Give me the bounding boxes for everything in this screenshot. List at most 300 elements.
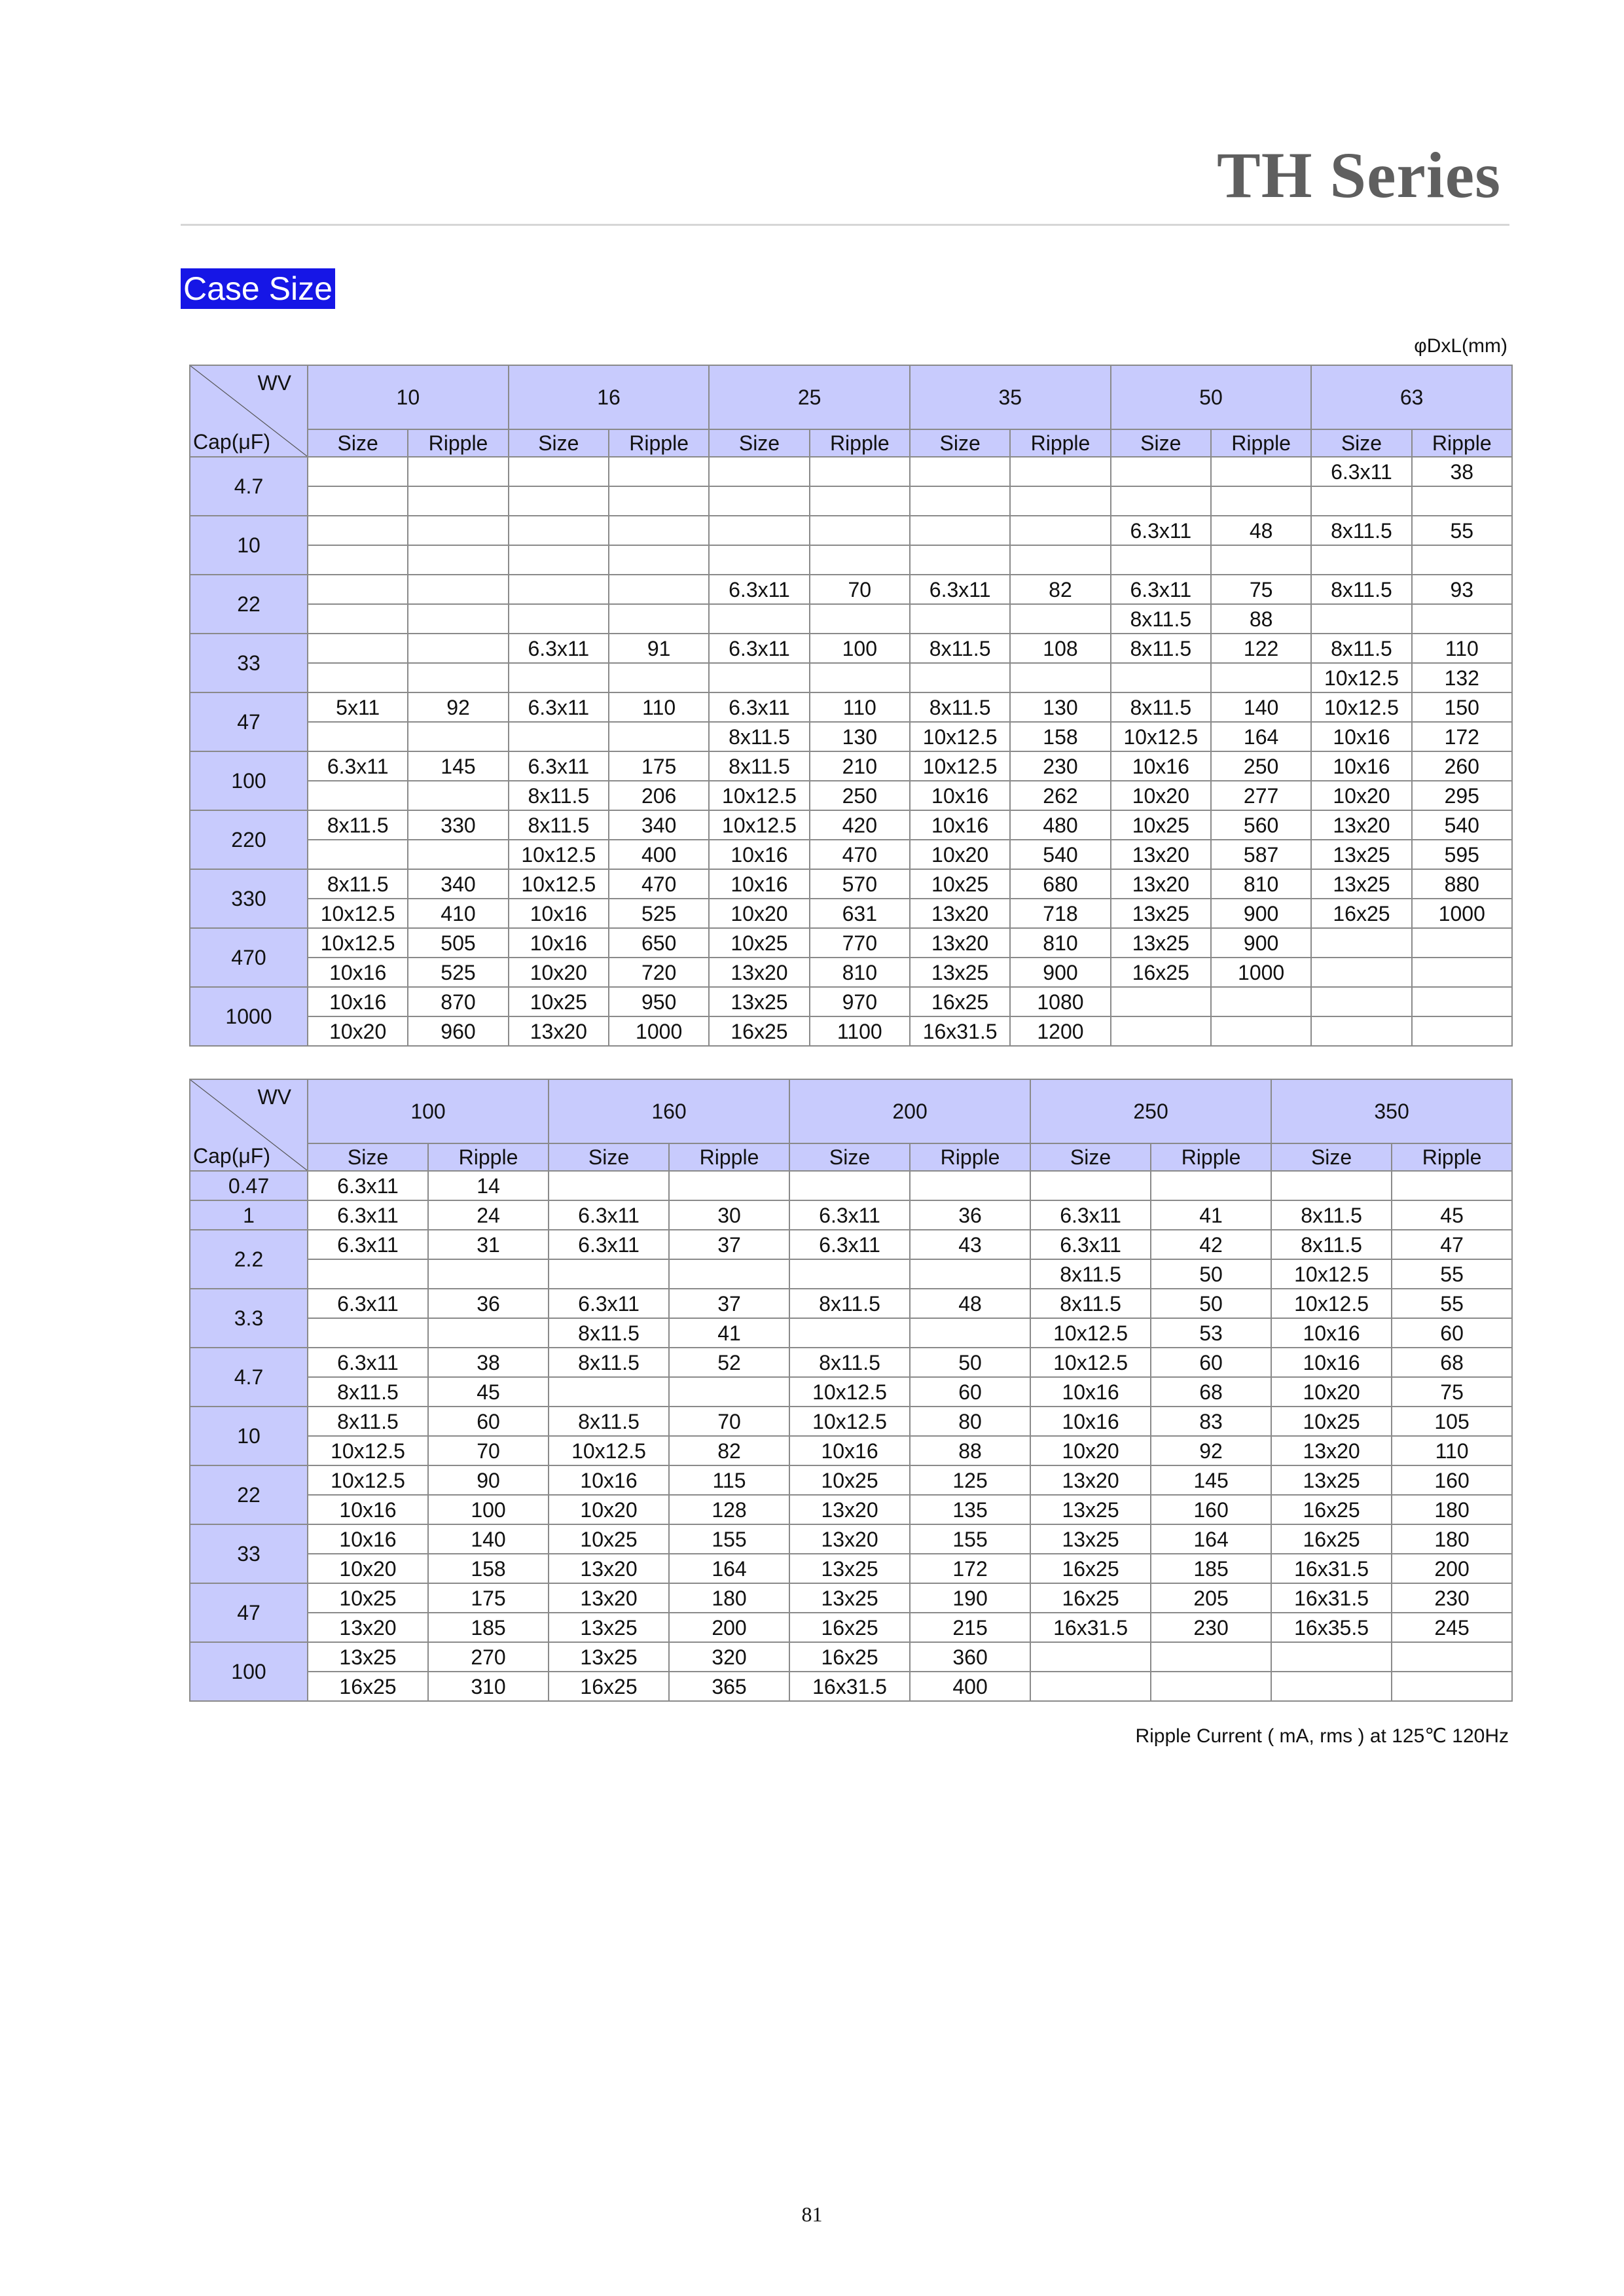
size-cell: 10x16: [1111, 751, 1211, 781]
ripple-cell: 105: [1392, 1407, 1512, 1436]
size-cell: 13x25: [1111, 899, 1211, 928]
ripple-cell: 83: [1151, 1407, 1271, 1436]
size-cell: 8x11.5: [509, 781, 609, 810]
size-cell: 10x20: [1111, 781, 1211, 810]
capacitance-cell: 2.2: [190, 1230, 308, 1289]
ripple-cell: 125: [910, 1465, 1030, 1495]
ripple-cell: 720: [609, 958, 709, 987]
size-cell: 13x20: [789, 1524, 910, 1554]
ripple-cell: 88: [1211, 604, 1311, 634]
ripple-cell: 400: [609, 840, 709, 869]
size-cell: [509, 604, 609, 634]
size-cell: [509, 545, 609, 575]
size-cell: 10x12.5: [308, 899, 408, 928]
capacitance-cell: 1: [190, 1200, 308, 1230]
ripple-cell: 110: [1392, 1436, 1512, 1465]
size-cell: [1111, 987, 1211, 1016]
ripple-cell: [669, 1259, 789, 1289]
size-cell: 13x25: [1311, 840, 1411, 869]
capacitance-cell: 10: [190, 1407, 308, 1465]
wv-label: WV: [257, 1085, 291, 1109]
size-cell: [1111, 457, 1211, 486]
ripple-cell: 1000: [1412, 899, 1512, 928]
size-cell: [308, 634, 408, 663]
size-cell: 10x16: [1030, 1407, 1151, 1436]
size-cell: 13x25: [549, 1613, 669, 1642]
size-cell: 10x12.5: [1030, 1348, 1151, 1377]
ripple-cell: 650: [609, 928, 709, 958]
size-cell: 10x12.5: [1311, 663, 1411, 692]
size-header: Size: [549, 1143, 669, 1171]
capacitance-cell: 4.7: [190, 457, 308, 516]
ripple-cell: 900: [1211, 928, 1311, 958]
ripple-cell: 55: [1392, 1289, 1512, 1318]
ripple-cell: 60: [910, 1377, 1030, 1407]
size-cell: [1311, 928, 1411, 958]
size-cell: 8x11.5: [789, 1289, 910, 1318]
ripple-cell: 718: [1010, 899, 1110, 928]
ripple-cell: 185: [428, 1613, 549, 1642]
size-cell: 10x16: [509, 899, 609, 928]
ripple-cell: 155: [910, 1524, 1030, 1554]
size-cell: 6.3x11: [549, 1289, 669, 1318]
ripple-cell: [408, 634, 508, 663]
wv-label: WV: [257, 371, 291, 395]
ripple-cell: 80: [910, 1407, 1030, 1436]
size-cell: [509, 663, 609, 692]
size-cell: 16x31.5: [1030, 1613, 1151, 1642]
size-cell: 10x20: [549, 1495, 669, 1524]
table-row: [190, 869, 1512, 899]
capacitance-cell: 220: [190, 810, 308, 869]
capacitance-cell: 22: [190, 575, 308, 634]
size-cell: 10x12.5: [910, 722, 1010, 751]
ripple-cell: [1412, 928, 1512, 958]
size-header: Size: [1271, 1143, 1392, 1171]
ripple-cell: 93: [1412, 575, 1512, 604]
size-cell: [308, 1318, 428, 1348]
size-cell: 8x11.5: [308, 1377, 428, 1407]
size-cell: 13x25: [1030, 1495, 1151, 1524]
ripple-cell: 41: [669, 1318, 789, 1348]
size-cell: [549, 1259, 669, 1289]
size-cell: 8x11.5: [1111, 692, 1211, 722]
capacitance-cell: 3.3: [190, 1289, 308, 1348]
ripple-cell: 38: [1412, 457, 1512, 486]
size-cell: 10x16: [910, 781, 1010, 810]
size-cell: 10x16: [1271, 1318, 1392, 1348]
size-cell: 8x11.5: [1111, 604, 1211, 634]
size-cell: 10x25: [549, 1524, 669, 1554]
ripple-cell: 145: [1151, 1465, 1271, 1495]
ripple-cell: [810, 604, 910, 634]
size-cell: 8x11.5: [308, 1407, 428, 1436]
ripple-cell: 75: [1211, 575, 1311, 604]
ripple-cell: [1412, 987, 1512, 1016]
ripple-cell: 14: [428, 1171, 549, 1200]
table-row: [190, 457, 1512, 486]
size-cell: [1111, 545, 1211, 575]
size-header: Size: [1311, 429, 1411, 457]
size-cell: [709, 663, 809, 692]
ripple-cell: 82: [1010, 575, 1110, 604]
size-cell: 10x16: [709, 840, 809, 869]
size-cell: [308, 457, 408, 486]
size-cell: 10x20: [1311, 781, 1411, 810]
size-cell: 10x16: [910, 810, 1010, 840]
cap-label: Cap(μF): [193, 1144, 270, 1168]
size-cell: [308, 516, 408, 545]
ripple-cell: 128: [669, 1495, 789, 1524]
size-cell: 8x11.5: [709, 722, 809, 751]
size-cell: 8x11.5: [308, 810, 408, 840]
table-row: [190, 1465, 1512, 1495]
ripple-cell: [810, 663, 910, 692]
size-cell: [1030, 1672, 1151, 1701]
ripple-cell: [408, 545, 508, 575]
ripple-cell: 160: [1392, 1465, 1512, 1495]
ripple-cell: 631: [810, 899, 910, 928]
ripple-cell: 88: [910, 1436, 1030, 1465]
ripple-cell: 420: [810, 810, 910, 840]
size-cell: [709, 457, 809, 486]
size-cell: 6.3x11: [308, 1200, 428, 1230]
size-cell: 16x31.5: [789, 1672, 910, 1701]
table-row: [190, 1318, 1512, 1348]
ripple-cell: [408, 516, 508, 545]
ripple-cell: [1010, 516, 1110, 545]
voltage-header: 200: [789, 1079, 1030, 1143]
ripple-cell: [1392, 1642, 1512, 1672]
ripple-cell: 277: [1211, 781, 1311, 810]
size-cell: 10x12.5: [308, 1436, 428, 1465]
size-cell: [308, 781, 408, 810]
table-row: [190, 1495, 1512, 1524]
voltage-header: 160: [549, 1079, 789, 1143]
ripple-cell: [810, 516, 910, 545]
ripple-cell: 470: [609, 869, 709, 899]
size-cell: [709, 545, 809, 575]
ripple-header: Ripple: [408, 429, 508, 457]
size-cell: 6.3x11: [549, 1230, 669, 1259]
capacitance-cell: 0.47: [190, 1171, 308, 1200]
ripple-cell: 50: [1151, 1289, 1271, 1318]
size-cell: 8x11.5: [549, 1318, 669, 1348]
ripple-cell: 260: [1412, 751, 1512, 781]
table-row: [190, 928, 1512, 958]
case-size-table-high-voltage: [189, 1079, 1513, 1702]
voltage-header: 16: [509, 365, 710, 429]
section-title: Case Size: [181, 268, 335, 309]
ripple-cell: 200: [1392, 1554, 1512, 1583]
size-cell: 6.3x11: [910, 575, 1010, 604]
table-row: [190, 1289, 1512, 1318]
size-cell: 10x16: [789, 1436, 910, 1465]
ripple-cell: 310: [428, 1672, 549, 1701]
size-cell: 10x25: [1111, 810, 1211, 840]
ripple-cell: 164: [669, 1554, 789, 1583]
size-cell: 10x16: [308, 987, 408, 1016]
ripple-cell: 115: [669, 1465, 789, 1495]
ripple-cell: [609, 575, 709, 604]
size-cell: 13x20: [1111, 869, 1211, 899]
size-cell: 10x25: [910, 869, 1010, 899]
ripple-cell: 1080: [1010, 987, 1110, 1016]
size-cell: 10x12.5: [789, 1377, 910, 1407]
ripple-cell: [609, 663, 709, 692]
table-row: [190, 1436, 1512, 1465]
size-cell: [509, 516, 609, 545]
size-cell: 13x25: [1030, 1524, 1151, 1554]
size-cell: 16x25: [789, 1642, 910, 1672]
size-cell: 8x11.5: [910, 692, 1010, 722]
ripple-cell: 540: [1010, 840, 1110, 869]
size-cell: 8x11.5: [1271, 1200, 1392, 1230]
ripple-cell: [408, 781, 508, 810]
ripple-cell: 164: [1211, 722, 1311, 751]
size-cell: 10x25: [509, 987, 609, 1016]
ripple-cell: 150: [1412, 692, 1512, 722]
ripple-cell: 50: [1151, 1259, 1271, 1289]
table-row: [190, 1583, 1512, 1613]
page-number: 81: [801, 2202, 823, 2226]
ripple-cell: 60: [1392, 1318, 1512, 1348]
size-cell: 13x25: [910, 958, 1010, 987]
table-row: [190, 899, 1512, 928]
size-cell: 6.3x11: [789, 1200, 910, 1230]
table-row: [190, 781, 1512, 810]
size-cell: 8x11.5: [509, 810, 609, 840]
size-cell: 10x12.5: [549, 1436, 669, 1465]
case-size-table-low-voltage: [189, 365, 1513, 1047]
table-row: [190, 751, 1512, 781]
size-cell: 13x20: [549, 1554, 669, 1583]
size-cell: [1311, 604, 1411, 634]
size-cell: [789, 1318, 910, 1348]
ripple-cell: [1010, 545, 1110, 575]
ripple-cell: [1211, 457, 1311, 486]
ripple-cell: 1200: [1010, 1016, 1110, 1046]
size-cell: 10x12.5: [789, 1407, 910, 1436]
size-header: Size: [308, 429, 408, 457]
corner-header-cell: [190, 1079, 308, 1171]
ripple-cell: [1392, 1672, 1512, 1701]
ripple-cell: 92: [408, 692, 508, 722]
ripple-cell: [408, 457, 508, 486]
size-cell: 6.3x11: [308, 1171, 428, 1200]
table-row: [190, 486, 1512, 516]
size-cell: 16x25: [308, 1672, 428, 1701]
size-cell: 10x12.5: [1311, 692, 1411, 722]
table-row: [190, 604, 1512, 634]
capacitance-cell: 100: [190, 1642, 308, 1701]
ripple-cell: [910, 1318, 1030, 1348]
ripple-cell: 245: [1392, 1613, 1512, 1642]
ripple-cell: 360: [910, 1642, 1030, 1672]
size-cell: [308, 604, 408, 634]
ripple-cell: 230: [1392, 1583, 1512, 1613]
ripple-cell: 210: [810, 751, 910, 781]
ripple-cell: 230: [1010, 751, 1110, 781]
size-cell: 10x16: [308, 1524, 428, 1554]
size-cell: [1311, 1016, 1411, 1046]
ripple-cell: 52: [669, 1348, 789, 1377]
ripple-cell: 410: [408, 899, 508, 928]
size-cell: 16x31.5: [1271, 1554, 1392, 1583]
ripple-cell: [810, 457, 910, 486]
ripple-cell: [428, 1318, 549, 1348]
size-cell: 16x25: [910, 987, 1010, 1016]
size-cell: [1271, 1672, 1392, 1701]
ripple-cell: 70: [810, 575, 910, 604]
table-row: [190, 1377, 1512, 1407]
ripple-cell: 1000: [609, 1016, 709, 1046]
size-cell: [1271, 1171, 1392, 1200]
ripple-cell: 122: [1211, 634, 1311, 663]
size-cell: 13x20: [1271, 1436, 1392, 1465]
size-cell: 10x20: [308, 1016, 408, 1046]
cap-label: Cap(μF): [193, 430, 270, 454]
size-cell: [308, 722, 408, 751]
size-cell: 8x11.5: [1311, 516, 1411, 545]
ripple-cell: 1000: [1211, 958, 1311, 987]
ripple-cell: 295: [1412, 781, 1512, 810]
size-cell: 10x16: [308, 1495, 428, 1524]
size-cell: 8x11.5: [1030, 1289, 1151, 1318]
ripple-cell: 480: [1010, 810, 1110, 840]
ripple-cell: [1412, 1016, 1512, 1046]
table-row: [190, 1407, 1512, 1436]
size-cell: 16x25: [1111, 958, 1211, 987]
size-cell: 13x20: [709, 958, 809, 987]
size-cell: [789, 1259, 910, 1289]
size-cell: 10x16: [1311, 751, 1411, 781]
ripple-cell: [609, 516, 709, 545]
table-row: [190, 575, 1512, 604]
ripple-cell: 48: [910, 1289, 1030, 1318]
ripple-cell: 60: [1151, 1348, 1271, 1377]
size-cell: 8x11.5: [549, 1348, 669, 1377]
size-cell: 16x25: [1030, 1583, 1151, 1613]
size-cell: 6.3x11: [549, 1200, 669, 1230]
size-cell: 8x11.5: [910, 634, 1010, 663]
size-cell: 10x12.5: [308, 1465, 428, 1495]
ripple-cell: 140: [1211, 692, 1311, 722]
size-cell: 6.3x11: [1111, 516, 1211, 545]
size-cell: [910, 604, 1010, 634]
ripple-cell: 215: [910, 1613, 1030, 1642]
ripple-cell: 91: [609, 634, 709, 663]
size-cell: 6.3x11: [1030, 1230, 1151, 1259]
ripple-cell: 45: [428, 1377, 549, 1407]
ripple-cell: 172: [1412, 722, 1512, 751]
ripple-cell: [1392, 1171, 1512, 1200]
size-cell: 8x11.5: [1111, 634, 1211, 663]
size-header: Size: [1111, 429, 1211, 457]
size-cell: 10x12.5: [910, 751, 1010, 781]
voltage-header: 25: [709, 365, 910, 429]
corner-header-cell: [190, 365, 308, 457]
size-cell: 16x25: [1271, 1524, 1392, 1554]
table-row: [190, 1348, 1512, 1377]
size-cell: 6.3x11: [709, 692, 809, 722]
ripple-cell: 41: [1151, 1200, 1271, 1230]
dimension-unit-label: φDxL(mm): [1414, 335, 1507, 357]
ripple-cell: 70: [428, 1436, 549, 1465]
size-cell: 6.3x11: [308, 751, 408, 781]
size-cell: 5x11: [308, 692, 408, 722]
ripple-cell: 160: [1151, 1495, 1271, 1524]
size-cell: 8x11.5: [549, 1407, 669, 1436]
ripple-cell: 158: [428, 1554, 549, 1583]
table-row: [190, 810, 1512, 840]
ripple-cell: 53: [1151, 1318, 1271, 1348]
size-cell: 13x25: [308, 1642, 428, 1672]
ripple-cell: 960: [408, 1016, 508, 1046]
ripple-cell: 505: [408, 928, 508, 958]
ripple-cell: 38: [428, 1348, 549, 1377]
ripple-cell: 37: [669, 1230, 789, 1259]
table-row: [190, 1613, 1512, 1642]
size-cell: [709, 486, 809, 516]
ripple-cell: 206: [609, 781, 709, 810]
ripple-cell: 110: [609, 692, 709, 722]
ripple-cell: [1412, 958, 1512, 987]
capacitance-cell: 100: [190, 751, 308, 810]
ripple-cell: [1211, 486, 1311, 516]
size-cell: 10x12.5: [509, 840, 609, 869]
ripple-cell: 870: [408, 987, 508, 1016]
capacitance-cell: 22: [190, 1465, 308, 1524]
ripple-cell: 108: [1010, 634, 1110, 663]
size-cell: [308, 1259, 428, 1289]
size-cell: 16x31.5: [1271, 1583, 1392, 1613]
ripple-cell: 810: [810, 958, 910, 987]
ripple-cell: 595: [1412, 840, 1512, 869]
table-row: [190, 663, 1512, 692]
size-header: Size: [308, 1143, 428, 1171]
table-row: [190, 1642, 1512, 1672]
size-cell: 13x20: [910, 899, 1010, 928]
size-header: Size: [709, 429, 809, 457]
size-cell: [549, 1171, 669, 1200]
ripple-header: Ripple: [669, 1143, 789, 1171]
ripple-cell: [669, 1377, 789, 1407]
table-row: [190, 958, 1512, 987]
voltage-header: 100: [308, 1079, 549, 1143]
size-cell: 13x25: [789, 1583, 910, 1613]
ripple-cell: [609, 545, 709, 575]
ripple-cell: [1211, 987, 1311, 1016]
ripple-cell: 810: [1211, 869, 1311, 899]
size-cell: [709, 604, 809, 634]
table-row: [190, 1554, 1512, 1583]
size-cell: [910, 663, 1010, 692]
size-cell: 16x25: [1311, 899, 1411, 928]
size-cell: 10x12.5: [709, 781, 809, 810]
ripple-cell: [408, 575, 508, 604]
ripple-cell: 180: [1392, 1524, 1512, 1554]
ripple-cell: 110: [1412, 634, 1512, 663]
capacitance-cell: 4.7: [190, 1348, 308, 1407]
size-cell: 10x16: [1030, 1377, 1151, 1407]
capacitance-cell: 33: [190, 634, 308, 692]
table-row: [190, 545, 1512, 575]
size-cell: [1311, 486, 1411, 516]
ripple-cell: [910, 1259, 1030, 1289]
ripple-cell: [408, 486, 508, 516]
ripple-cell: 900: [1211, 899, 1311, 928]
